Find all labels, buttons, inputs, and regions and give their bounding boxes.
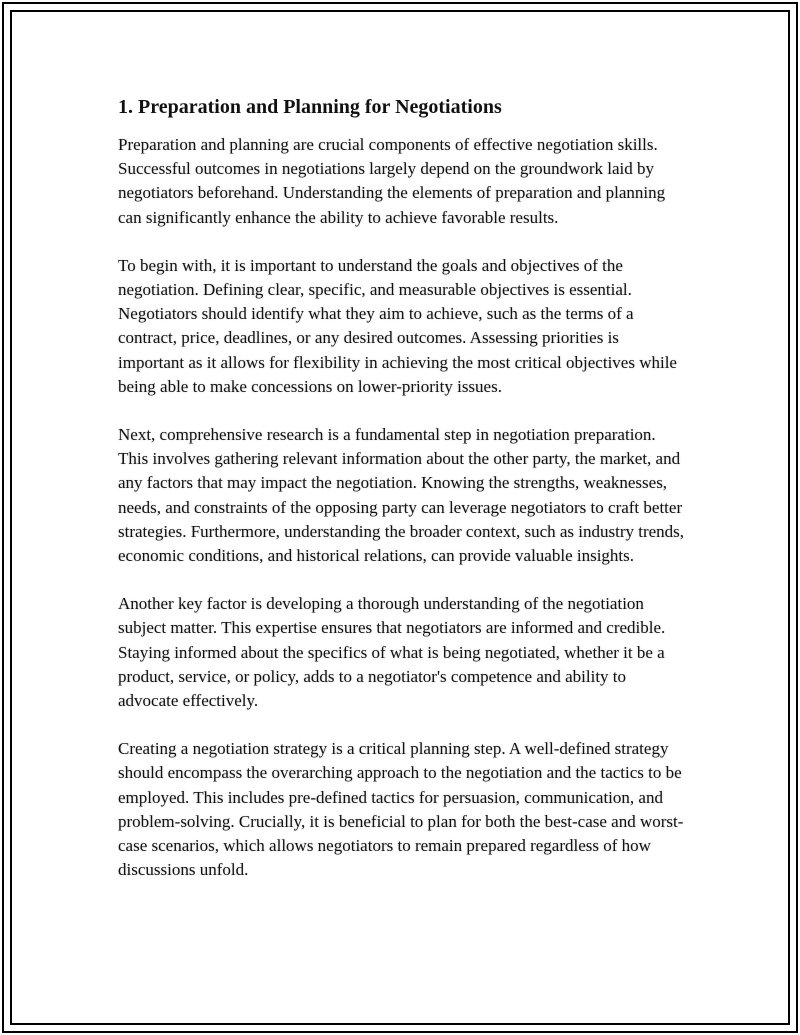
section-heading: 1. Preparation and Planning for Negotiations — [118, 96, 502, 118]
paragraph-intro: Preparation and planning are crucial components of effective negotiation skills. Successful outcomes in negotiations largely depend on the groundwork laid by negotiators beforehand. Understanding the elements of preparation and planning can significantly enhance the ability to achieve favorable results. — [118, 135, 666, 227]
document-body — [118, 93, 688, 882]
paragraph-goals: To begin with, it is important to understand the goals and objectives of the negotiation. Defining clear, specific, and measurable objectives is essential. Negotiators should identify what they aim to achieve, such as the terms of a contract, price, deadlines, or any desired outcomes. Assessing priorities is important as it allows for flexibility in achieving the most critical objectives while being able to make concessions on lower-priority issues. — [118, 255, 677, 396]
paragraph-strategy: Creating a negotiation strategy is a critical planning step. A well-defined strategy should encompass the overarching approach to the negotiation and the tactics to be employed. This includes pre-defined tactics for persuasion, communication, and problem-solving. Crucially, it is beneficial to plan for both the best-case and worst-case scenarios, which allows negotiators to remain prepared regardless of how discussions unfold. — [118, 739, 684, 880]
paragraph-research: Next, comprehensive research is a fundamental step in negotiation preparation. This involves gathering relevant information about the other party, the market, and any factors that may impact the negotiation. Knowing the strengths, weaknesses, needs, and constraints of the opposing party can leverage negotiators to craft better strategies. Furthermore, understanding the broader context, such as industry trends, economic conditions, and historical relations, can provide valuable insights. — [118, 425, 685, 566]
paragraph-subject-matter: Another key factor is developing a thorough understanding of the negotiation subject matter. This expertise ensures that negotiators are informed and credible. Staying informed about the specifics of what is being negotiated, whether it be a product, service, or policy, adds to a negotiator's competence and ability to advocate effectively. — [118, 594, 666, 711]
